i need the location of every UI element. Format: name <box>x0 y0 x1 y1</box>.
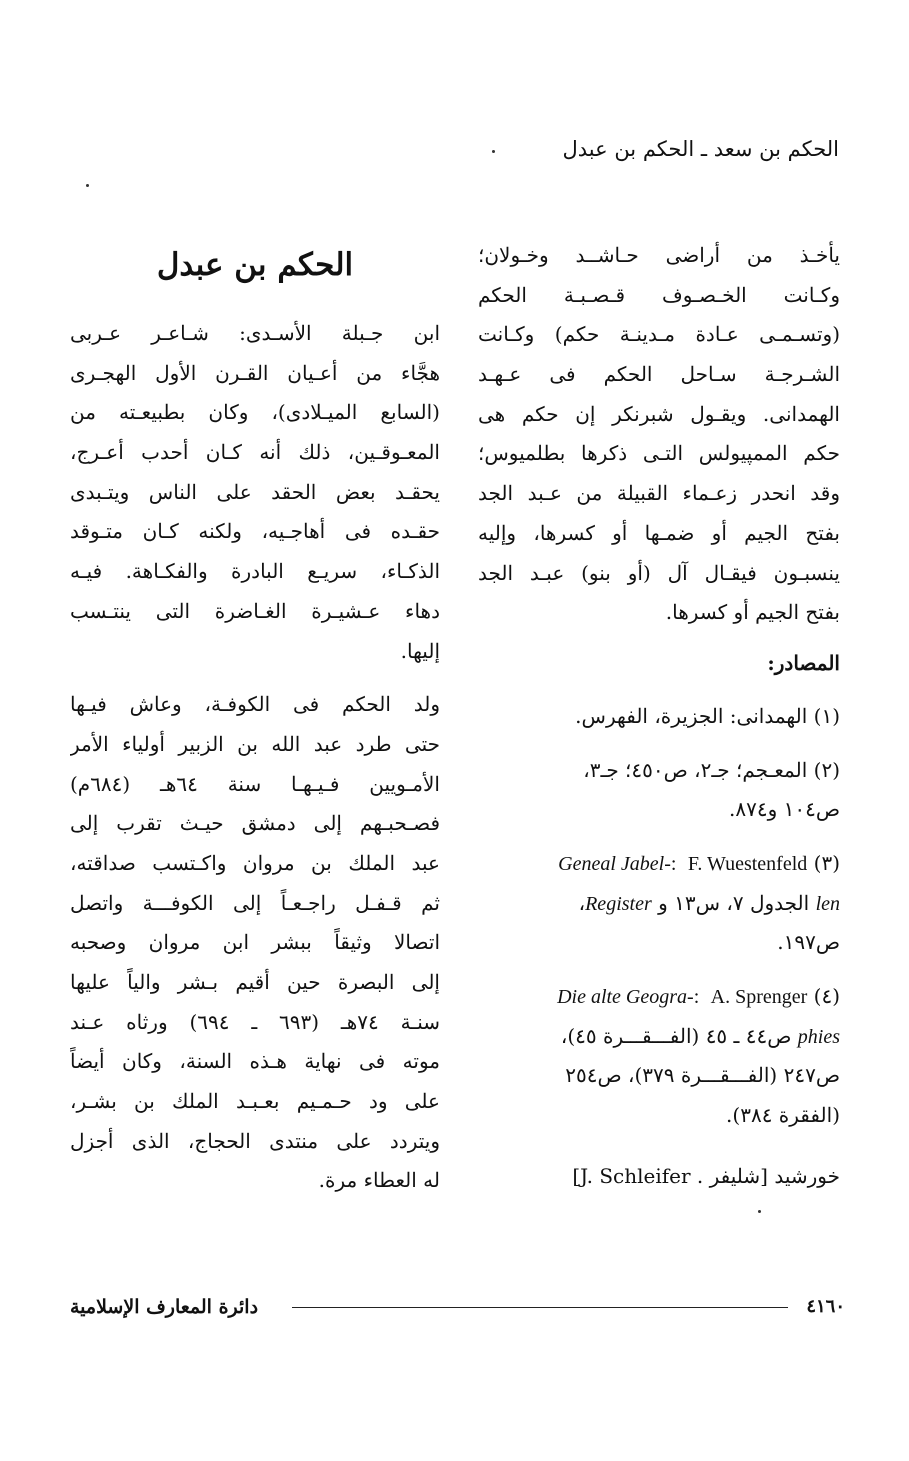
paragraph-line: الذكـاء، سريـع البادرة والفكـاهة. فيـه <box>70 559 440 584</box>
reference-2 <box>478 751 840 830</box>
paragraph-line: إلى البصرة حين أقيم بـشر والياً عليها <box>70 970 440 994</box>
reference-line: ص١٩٧. <box>777 930 840 955</box>
paragraph-line: وقد انحدر زعـماء القبيلة من عـبد الجد <box>478 481 840 506</box>
paragraph-line: وكـانت الخـصـوف قـصـبـة الحكم <box>478 282 840 307</box>
author-bracket: [شليفر . J. Schleifer] <box>572 1163 768 1188</box>
paragraph-line: ينسبـون فيقـال آل (أو بنو) عبـد الجد <box>478 560 840 585</box>
paragraph-line: (السابع الميـلادى)، وكان بطبيعـته من <box>70 400 440 425</box>
reference-title: Die alte Geogra- <box>557 986 694 1008</box>
paragraph-line: موته فى نهاية هـذه السنة، وكان أيضاً <box>70 1049 440 1074</box>
paragraph-line: إليها. <box>400 638 440 663</box>
reference-title: Geneal Jabel- <box>558 852 671 875</box>
scan-speck <box>758 1210 761 1213</box>
paragraph-line: (وتسـمـى عـادة مـدينـة حكم) وكـانت <box>478 322 840 347</box>
reference-detail: ص٤٤ ـ ٤٥ (الفـــقـــرة ٤٥)، <box>560 1023 792 1048</box>
running-head: الحكم بن سعد ـ الحكم بن عبدل <box>562 137 839 161</box>
reference-line: (٣) F. Wuestenfeld : Geneal Jabel- <box>558 850 840 875</box>
paragraph-1 <box>70 314 440 671</box>
scan-speck <box>86 184 89 187</box>
reference-title-cont: phies <box>797 1025 840 1048</box>
paragraph-line: هجَّاء من أعـيان القـرن الأول الهجـرى <box>70 360 440 385</box>
reference-title-cont: len <box>815 892 840 915</box>
paragraph-line: اتصالا وثيقاً ببشر ابن مروان وصحبه <box>70 930 440 955</box>
left-column <box>70 236 440 1201</box>
page-number: ٤١٦٠ <box>806 1296 845 1317</box>
paragraph-line: له العطاء مرة. <box>318 1168 440 1193</box>
author-arabic: خورشيد <box>774 1163 840 1188</box>
scan-speck <box>492 150 495 153</box>
reference-line: ص٢٤٧ (الفـــقـــرة ٣٧٩)، ص٢٥٤ <box>565 1063 840 1088</box>
paragraph-line: حتى طرد عبد الله بن الزبير أولياء الأمر <box>70 731 440 756</box>
paragraph-line: حكم الممپيولس التـى ذكرها بطلميوس؛ <box>478 441 840 466</box>
reference-4 <box>478 977 840 1136</box>
article-author <box>478 1156 840 1196</box>
reference-1 <box>478 697 840 737</box>
paragraph-line: يأخـذ من أراضى حـاشــد وخـولان؛ <box>478 243 840 267</box>
reference-line: ص١٠٤ و٨٧٤. <box>728 797 840 822</box>
reference-3 <box>478 844 840 963</box>
paragraph-line: حقـده فى أهاجـيه، ولكنه كـان متـوقد <box>70 519 440 544</box>
reference-line <box>478 1017 840 1057</box>
reference-line: (٢) المعـجم؛ جـ٢، ص٤٥٠؛ جـ٣، <box>583 757 840 782</box>
footer-rule <box>292 1307 788 1308</box>
journal-title: دائرة المعارف الإسلامية <box>70 1296 259 1318</box>
sources-heading: المصادر: <box>767 650 840 675</box>
paragraph-line: ابن جـبلة الأسـدى: شـاعـر عـربى <box>70 321 440 345</box>
paragraph-line: يحقـد بعض الحقد على الناس ويتـبدى <box>70 479 440 504</box>
reference-author: F. Wuestenfeld <box>687 852 808 875</box>
reference-register: Register <box>585 892 652 915</box>
reference-line: (٤) A. Sprenger : Die alte Geogra- <box>557 984 840 1008</box>
reference-line: len الجدول ٧، س١٣ و Register، <box>578 890 840 915</box>
reference-author: A. Sprenger <box>710 986 808 1008</box>
reference-detail: الجدول ٧، س١٣ و <box>658 890 810 915</box>
reference-line: (الفقرة ٣٨٤). <box>726 1103 840 1128</box>
continued-paragraph <box>478 236 840 633</box>
article-title: الحكم بن عبدل <box>156 247 354 283</box>
paragraph-line: دهاء عـشيـرة الغـاضرة التى ينتـسب <box>70 598 440 623</box>
reference-number: (٤) <box>813 984 840 1008</box>
paragraph-line: عبد الملك بن مروان واكـتسب صداقته، <box>70 850 440 875</box>
paragraph-line: بفتح الجيم أو ضمـها أو كسرها، وإليه <box>478 520 840 545</box>
reference-number: (٣) <box>813 850 840 875</box>
paragraph-line: فصـحبـهم إلى دمشق حيـث تقرب إلى <box>70 811 440 836</box>
right-column <box>478 236 840 1196</box>
paragraph-2 <box>70 685 440 1201</box>
paragraph-line: المعـوقـين، ذلك أنه كـان أحدب أعـرج، <box>70 440 440 465</box>
reference-line: (١) الهمدانى: الجزيرة، الفهرس. <box>575 703 840 728</box>
paragraph-line: ويتردد على منتدى الحجاج، الذى أجزل <box>70 1128 440 1153</box>
paragraph-line: ثم قـفـل راجـعـاً إلى الكوفـــة واتصل <box>70 890 440 915</box>
paragraph-line: الأمـويين فـيـهـا سنة ٦٤هـ (٦٨٤م) <box>70 771 440 796</box>
paragraph-line: الهمدانى. ويقـول شبرنكر إن حكم هى <box>478 401 840 426</box>
paragraph-line: على ود حـمـيم بعـبـد الملك بن بشـر، <box>70 1089 440 1114</box>
paragraph-line: بفتح الجيم أو كسرها. <box>665 600 840 625</box>
paragraph-line: ولد الحكم فى الكوفـة، وعاش فيـها <box>70 692 440 717</box>
paragraph-line: الشـرجـة سـاحل الحكم فى عـهـد <box>478 362 840 387</box>
paragraph-line: سنـة ٧٤هـ (٦٩٣ ـ ٦٩٤) ورثاه عـند <box>70 1009 440 1034</box>
